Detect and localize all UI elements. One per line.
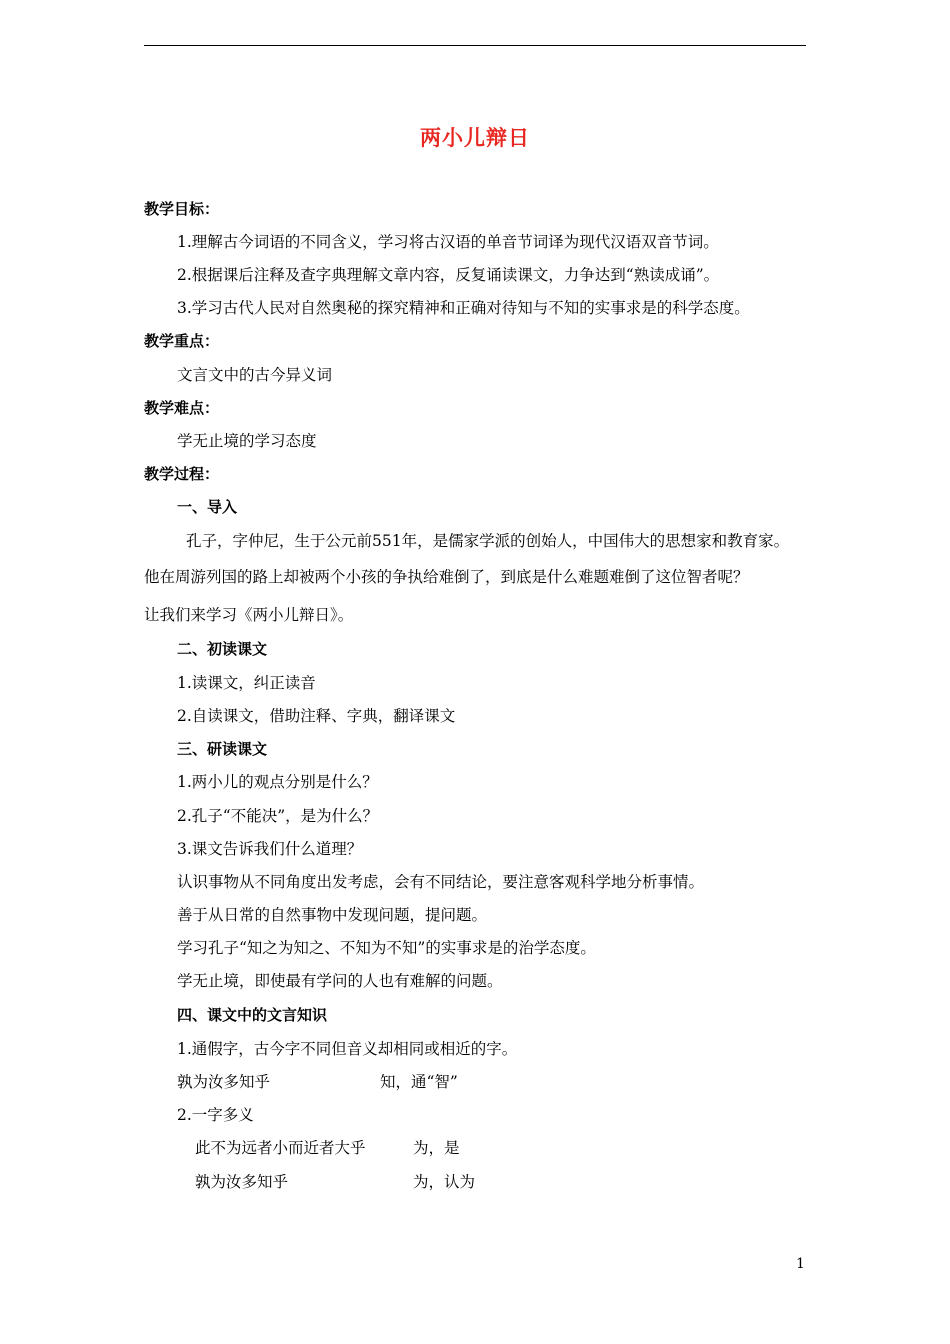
difficulties-text: 学无止境的学习态度: [177, 432, 317, 450]
study-answer-4: 学无止境，即使最有学问的人也有难解的问题。: [177, 972, 503, 990]
goal-item-1: 1.理解古今词语的不同含义，学习将古汉语的单音节词译为现代汉语双音节词。: [177, 233, 719, 251]
study-item-1: 1.两小儿的观点分别是什么？: [177, 773, 378, 791]
document-title: 两小儿辩日: [420, 126, 530, 150]
first-reading-item-2: 2.自读课文，借助注释、字典，翻译课文: [177, 707, 456, 725]
polysemy-phrase-1: 此不为远者小而近者大乎: [195, 1139, 366, 1157]
header-rule: [144, 45, 806, 46]
page-number: 1: [796, 1256, 805, 1272]
process-heading: 教学过程：: [144, 465, 220, 483]
study-answer-1: 认识事物从不同角度出发考虑，会有不同结论，要注意客观科学地分析事情。: [177, 873, 705, 891]
intro-line-2: 他在周游列国的路上却被两个小孩的争执给难倒了，到底是什么难题难倒了这位智者呢？: [144, 568, 749, 586]
knowledge-heading: 四、课文中的文言知识: [177, 1006, 328, 1024]
difficulties-heading: 教学难点：: [144, 399, 220, 417]
study-heading: 三、研读课文: [177, 740, 268, 758]
first-reading-heading: 二、初读课文: [177, 640, 268, 658]
goals-heading: 教学目标：: [144, 200, 220, 218]
polysemy-note-1: 为，是: [413, 1139, 460, 1157]
study-item-2: 2.孔子“不能决”，是为什么？: [177, 807, 379, 825]
study-item-3: 3.课文告诉我们什么道理？: [177, 840, 363, 858]
polysemy-phrase-2: 孰为汝多知乎: [195, 1173, 289, 1191]
study-answer-3: 学习孔子“知之为知之、不知为不知”的实事求是的治学态度。: [177, 939, 596, 957]
knowledge-example-note: 知，通“智”: [380, 1073, 458, 1091]
goal-item-3: 3.学习古代人民对自然奥秘的探究精神和正确对待知与不知的实事求是的科学态度。: [177, 299, 750, 317]
goal-item-2: 2.根据课后注释及查字典理解文章内容，反复诵读课文，力争达到“熟读成诵”。: [177, 266, 720, 284]
knowledge-example-phrase: 孰为汝多知乎: [177, 1073, 271, 1091]
intro-line-1: 孔子，字仲尼，生于公元前551年，是儒家学派的创始人，中国伟大的思想家和教育家。: [186, 532, 790, 550]
knowledge-item-2: 2.一字多义: [177, 1106, 254, 1124]
first-reading-item-1: 1.读课文，纠正读音: [177, 674, 316, 692]
study-answer-2: 善于从日常的自然事物中发现问题，提问题。: [177, 906, 488, 924]
polysemy-note-2: 为，认为: [413, 1173, 476, 1191]
key-points-text: 文言文中的古今异义词: [177, 366, 333, 384]
key-points-heading: 教学重点：: [144, 332, 220, 350]
intro-line-3: 让我们来学习《两小儿辩日》。: [144, 606, 354, 624]
knowledge-item-1: 1.通假字，古今字不同但音义却相同或相近的字。: [177, 1040, 518, 1058]
intro-heading: 一、导入: [177, 498, 238, 516]
